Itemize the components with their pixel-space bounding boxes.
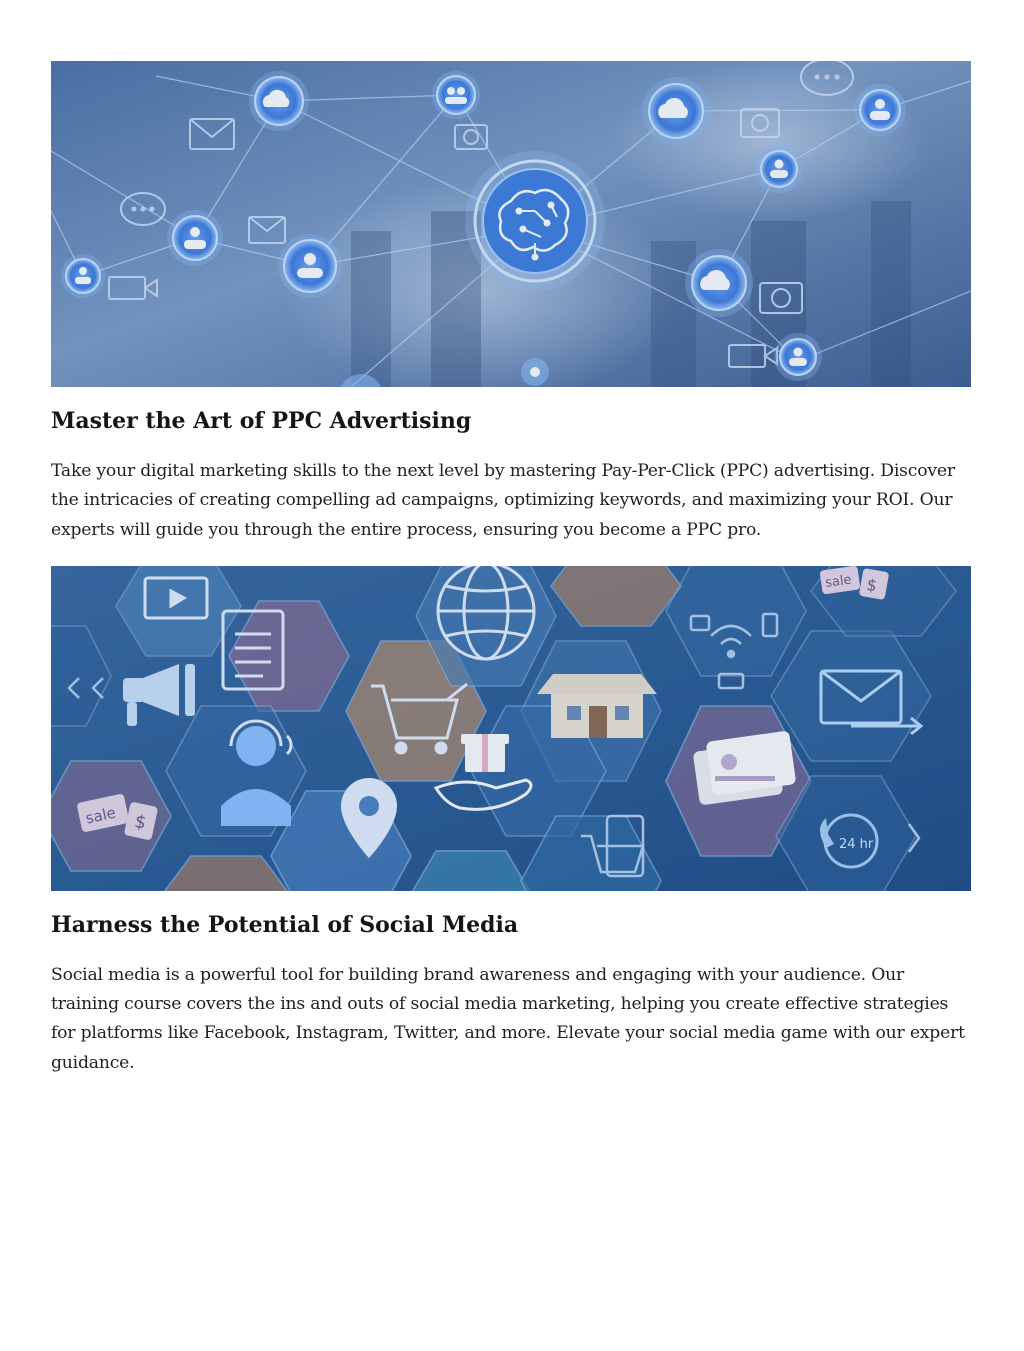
page-content: [51, 61, 971, 1078]
svg-text:sale: sale: [83, 803, 118, 828]
section-paragraph: Take your digital marketing skills to the next level by mastering Pay-Per-Click (PPC) advertising. Discover the intricacies of creating compelling ad campaigns, optimizing keywords, and maximizing your ROI. Our experts will guide you through the entire process, ensuring you become a PPC pro.: [51, 461, 955, 540]
section-title: Harness the Potential of Social Media: [51, 911, 519, 938]
section-social-media: [51, 566, 971, 1078]
ecommerce-hexagon-icons-image: [51, 566, 971, 892]
svg-text:sale: sale: [824, 572, 853, 591]
section-paragraph: Social media is a powerful tool for building brand awareness and engaging with your audience. Our training course covers the ins and outs of social media marketing, helping you create effective strategies for platforms like Facebook, Instagram, Twitter, and more. Elevate your social media game with our expert guidance.: [51, 964, 965, 1073]
svg-text:$: $: [132, 810, 149, 834]
section-title: Master the Art of PPC Advertising: [51, 408, 472, 434]
svg-text:$: $: [865, 574, 879, 596]
section-ppc: [51, 61, 971, 545]
network-ai-brain-image: [51, 61, 971, 387]
svg-text:24 hr: 24 hr: [839, 836, 874, 852]
